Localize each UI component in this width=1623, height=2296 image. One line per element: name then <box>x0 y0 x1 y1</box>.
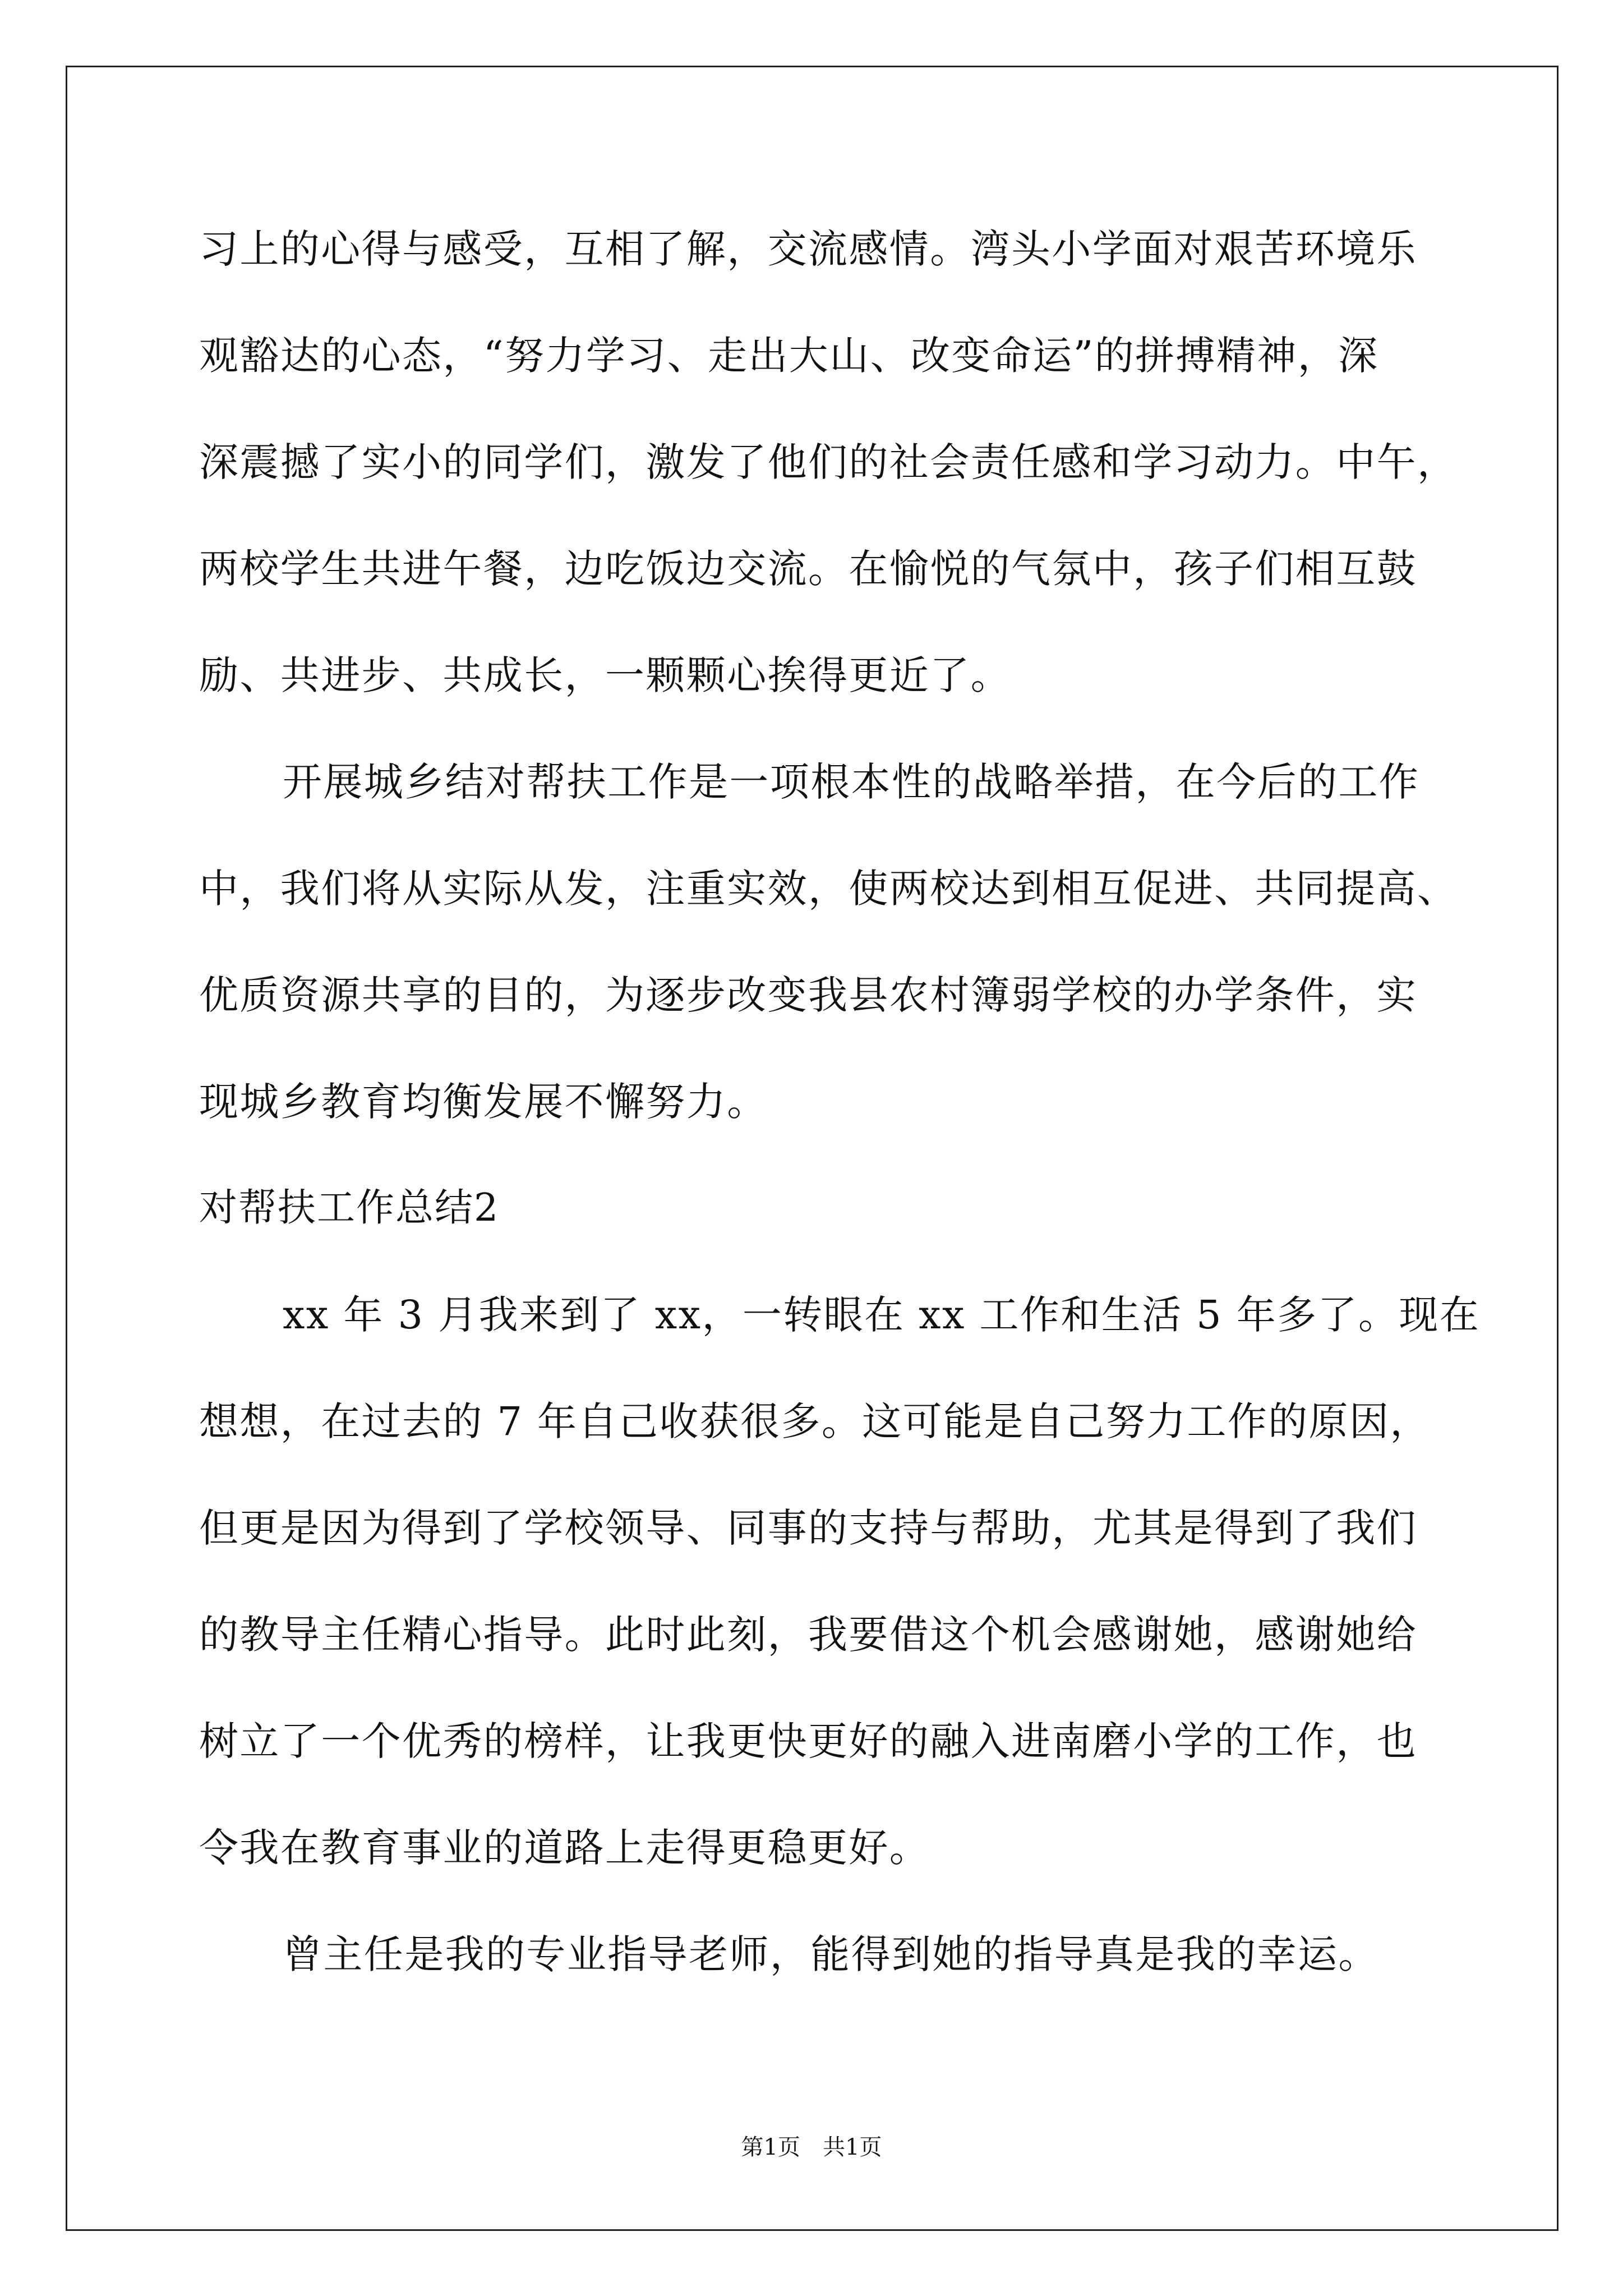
section-heading: 对帮扶工作总结2 <box>199 1186 500 1230</box>
paragraph-line: 深震撼了实小的同学们，激发了他们的社会责任感和学习动力。中午， <box>199 439 1458 485</box>
paragraph <box>199 196 1534 729</box>
paragraph-line: 两校学生共进午餐，边吃饭边交流。在愉悦的气氛中，孩子们相互鼓 <box>199 546 1417 592</box>
paragraph-line: 但更是因为得到了学校领导、同事的支持与帮助，尤其是得到了我们 <box>199 1505 1417 1551</box>
paragraph-line: 优质资源共享的目的，为逐步改变我县农村簿弱学校的办学条件，实 <box>199 972 1417 1018</box>
paragraph-line: 观豁达的心态，“努力学习、走出大山、改变命运”的拼搏精神，深 <box>199 333 1379 379</box>
paragraph <box>199 729 1534 1155</box>
paragraph-line: 想想，在过去的 7 年自己收获很多。这可能是自己努力工作的原因， <box>199 1398 1431 1444</box>
paragraph-line: 励、共进步、共成长，一颗颗心挨得更近了。 <box>199 652 1011 698</box>
paragraph-line: 习上的心得与感受，互相了解，交流感情。湾头小学面对艰苦环境乐 <box>199 226 1417 272</box>
paragraph <box>199 1262 1534 1901</box>
paragraph-line: 现城乡教育均衡发展不懈努力。 <box>199 1079 768 1125</box>
paragraph-line: 开展城乡结对帮扶工作是一项根本性的战略举措，在今后的工作 <box>283 759 1420 805</box>
paragraph-line: 令我在教育事业的道路上走得更稳更好。 <box>199 1825 930 1871</box>
paragraph-line: 中，我们将从实际从发，注重实效，使两校达到相互促进、共同提高、 <box>199 866 1458 912</box>
paragraph <box>199 1901 1534 2008</box>
page-footer: 第1页 共1页 <box>741 2134 882 2160</box>
paragraph-line: 树立了一个优秀的榜样，让我更快更好的融入进南磨小学的工作，也 <box>199 1718 1417 1764</box>
paragraph-line: 曾主任是我的专业指导老师，能得到她的指导真是我的幸运。 <box>283 1931 1379 1977</box>
paragraph-line: 的教导主任精心指导。此时此刻，我要借这个机会感谢她，感谢她给 <box>199 1612 1417 1658</box>
document-body <box>199 196 1534 2008</box>
paragraph-line: xx 年 3 月我来到了 xx，一转眼在 xx 工作和生活 5 年多了。现在 <box>283 1292 1481 1338</box>
